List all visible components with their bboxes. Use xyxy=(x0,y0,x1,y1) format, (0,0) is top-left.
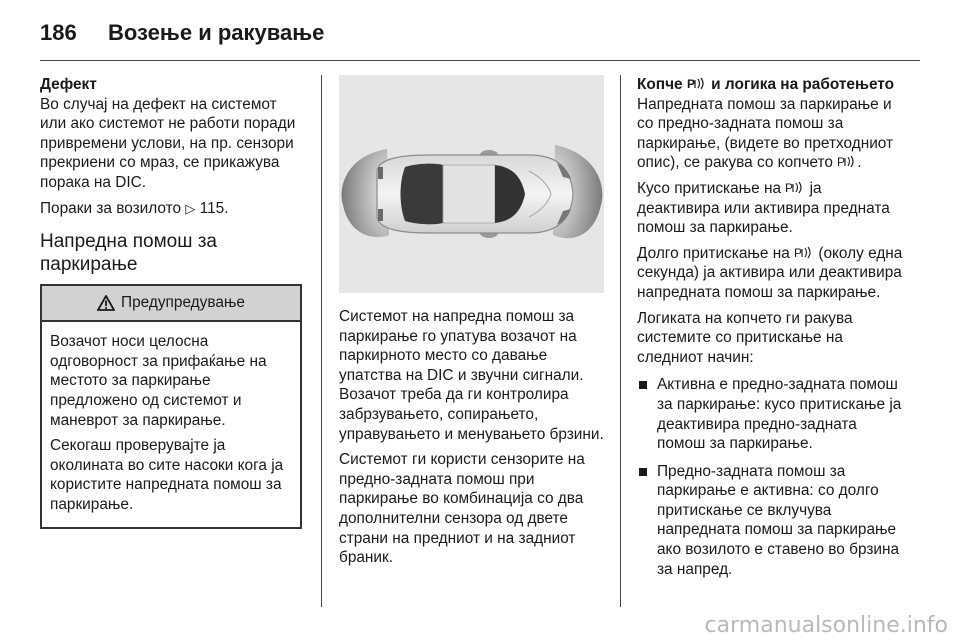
svg-text:P: P xyxy=(837,155,846,170)
warning-header xyxy=(42,286,300,322)
section-heading-advanced-park-assist: Напредна помош за паркирање xyxy=(40,231,218,276)
svg-text:P: P xyxy=(686,77,695,91)
watermark: carmanualsonline.info xyxy=(704,613,948,638)
vehicle-messages-page-link[interactable]: 115. xyxy=(199,199,229,217)
list-item xyxy=(637,375,907,453)
warning-body xyxy=(42,322,300,526)
header-divider xyxy=(40,60,920,61)
middle-paragraph-1: Системот на напредна помош за паркирање го упатува возачот на паркирното место со давање упатства на DIC и звучни сигнали. Возачот треба да ги контролира забрзувањето, сопирањето, управувањето и менувањето брзини. xyxy=(339,308,604,443)
warning-triangle-icon xyxy=(97,295,115,311)
warning-paragraph-2: Секогаш проверувајте ја околината во сите насоки кога ја користите напредната помош за паркирање. xyxy=(50,437,284,513)
right-paragraph-1 xyxy=(637,95,907,173)
button-logic-list xyxy=(637,375,907,579)
car-sensors-image xyxy=(339,75,604,293)
page-header xyxy=(40,20,324,50)
list-item xyxy=(637,462,907,580)
bullet-square-icon xyxy=(639,381,647,389)
page-reference-arrow-icon: ▷ xyxy=(185,200,196,216)
park-assist-button-icon xyxy=(837,154,857,169)
svg-text:P: P xyxy=(785,180,794,195)
right-paragraph-3 xyxy=(637,244,907,303)
bullet-square-icon xyxy=(639,468,647,476)
right-paragraph-2-text-b: ја деактивира или активира предната помош за паркирање. xyxy=(637,179,890,237)
vehicle-messages-label: Пораки за возилото xyxy=(40,199,182,217)
page-title: Возење и ракување xyxy=(108,20,325,45)
park-assist-button-icon xyxy=(687,76,707,91)
right-paragraph-2 xyxy=(637,179,907,238)
column-right xyxy=(637,75,907,587)
right-paragraph-3-text-b: (околу една секунда) ја активира или деактивира напредната помош за паркирање. xyxy=(637,244,903,301)
middle-paragraph-2: Системот ги користи сензорите на предно-задната помош при паркирање во комбинација со два дополнителни сензора од двете страни на предниот и на задниот браник. xyxy=(339,451,585,567)
right-paragraph-4: Логиката на копчето ги ракува системите со притискање на следниот начин: xyxy=(637,309,853,366)
park-assist-illustration xyxy=(339,75,604,293)
svg-text:P: P xyxy=(794,245,803,260)
warning-title: Предупредување xyxy=(121,294,245,312)
button-logic-heading-part-b: и логика на работењето xyxy=(711,76,895,93)
column-middle xyxy=(339,75,604,574)
warning-paragraph-1: Возачот носи целосна одговорност за прифаќање на местото за паркирање предложено од системот и маневрот за паркирање. xyxy=(50,333,267,429)
right-paragraph-2-text-a: Кусо притискање на xyxy=(637,179,782,197)
page-number: 186 xyxy=(40,20,77,45)
button-logic-heading xyxy=(637,75,907,95)
warning-box xyxy=(40,284,302,528)
column-left xyxy=(40,75,302,529)
column-divider-2 xyxy=(620,75,621,607)
fault-heading: Дефект xyxy=(40,76,97,93)
list-item-text: Предно-задната помош за паркирање е активна: со долго притискање се вклучува напредната помош за паркирање ако возилото е ставено во брзина за напред. xyxy=(657,462,900,578)
right-paragraph-1-text: Напредната помош за паркирање и со предно-задната помош за паркирање, (видете во претходниот опис), се ракува со копчето xyxy=(637,95,894,172)
button-logic-heading-part-a: Копче xyxy=(637,76,683,93)
fault-text: Во случај на дефект на системот или ако системот не работи поради привремени услови, на пр. сензори прекриени со мраз, се прикажува порака на DIC. xyxy=(40,95,296,191)
column-divider-1 xyxy=(321,75,322,607)
park-assist-button-icon xyxy=(785,180,805,195)
right-paragraph-1-end: . xyxy=(857,154,862,172)
vehicle-messages-ref xyxy=(40,199,302,219)
list-item-text: Активна е предно-задната помош за паркирање: кусо притискање ја деактивира предно-задната помош за паркирање. xyxy=(657,376,902,453)
right-paragraph-3-text-a: Долго притискање на xyxy=(637,244,790,262)
park-assist-button-icon xyxy=(794,245,814,260)
